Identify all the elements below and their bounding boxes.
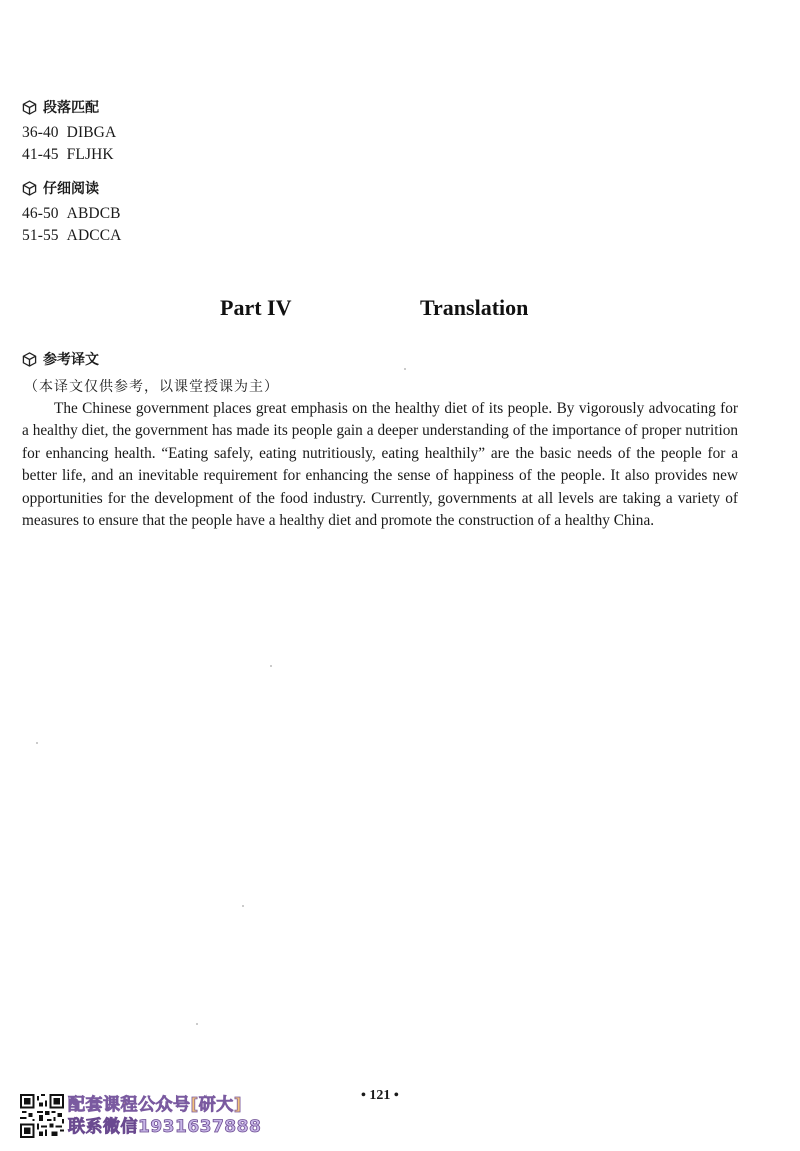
- translation-paragraph: The Chinese government places great emphasis on the healthy diet of its people. By vigorously advocating for a healthy diet, the government has made its people gain a deeper understanding of the importance of proper nutrition for enhancing health. “Eating safely, eating nutritiously, eating healthily” are the basic needs of the people for a better life, and an inevitable requirement for enhancing the sense of happiness of the people. It also provides new opportunities for the development of the food industry. Currently, governments at all levels are taking a variety of measures to ensure that the people have a healthy diet and promote the construction of a healthy China.: [22, 400, 738, 530]
- watermark: [20, 1094, 261, 1138]
- cube-icon: [22, 181, 37, 196]
- scan-speck: [242, 905, 244, 907]
- section-heading-paragraph-matching: [22, 97, 99, 117]
- answer-line: [22, 205, 121, 223]
- answer-line: [22, 227, 121, 245]
- answer-keys: FLJHK: [66, 146, 114, 163]
- section-heading-text: 参考译文: [43, 352, 99, 368]
- answer-keys: ABDCB: [66, 205, 121, 222]
- answer-keys: ADCCA: [66, 227, 122, 244]
- section-heading-reference: [22, 349, 99, 369]
- scan-speck: [196, 1023, 198, 1025]
- page-number: • 121 •: [361, 1088, 399, 1103]
- section-heading-careful-reading: [22, 178, 99, 198]
- cube-icon: [22, 100, 37, 115]
- answer-keys: DIBGA: [66, 124, 117, 141]
- section-heading-text: 仔细阅读: [43, 181, 99, 197]
- reference-note: （本译文仅供参考，以课堂授课为主）: [24, 379, 279, 395]
- answer-range: 41-45: [22, 146, 59, 163]
- answer-range: 36-40: [22, 124, 59, 141]
- answer-range: 51-55: [22, 227, 59, 244]
- section-heading-text: 段落匹配: [43, 100, 99, 116]
- cube-icon: [22, 352, 37, 367]
- part-label: Part IV: [220, 295, 292, 320]
- watermark-text: [68, 1095, 261, 1137]
- watermark-line-2: 联系微信1931637888: [68, 1117, 262, 1137]
- answer-line: [22, 124, 116, 142]
- scan-speck: [270, 665, 272, 667]
- part-name: Translation: [420, 295, 529, 320]
- scan-speck: [404, 368, 406, 370]
- answer-range: 46-50: [22, 205, 59, 222]
- scan-speck: [36, 742, 38, 744]
- watermark-line-1: 配套课程公众号[研大]: [68, 1095, 243, 1115]
- answer-line: [22, 146, 114, 164]
- qr-code-icon: [20, 1094, 64, 1138]
